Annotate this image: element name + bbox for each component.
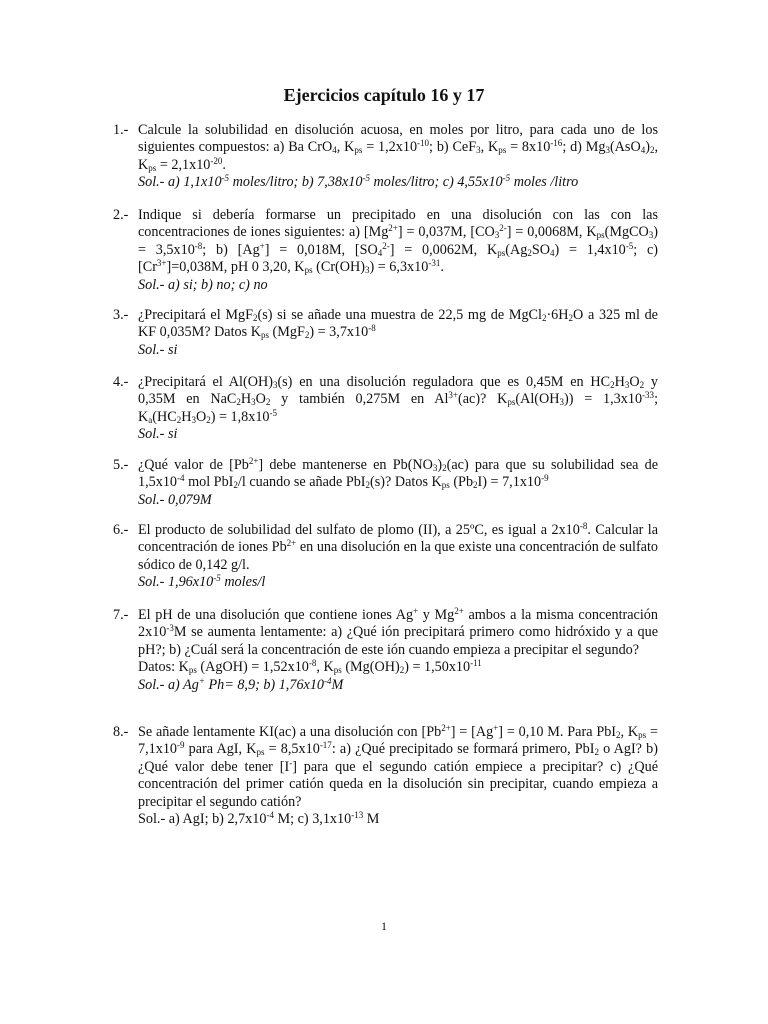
exercise-solution: Sol.- 0,079M xyxy=(138,491,212,508)
exercise-2 xyxy=(113,207,658,294)
exercise-data: Datos: $K_{ps}$ (AgOH) = $1,52x10^{-8}$, $K_{ps}$ $(Mg(OH)_2) = 1,50x10^{-11}$ xyxy=(138,658,482,676)
exercise-solution: Sol.- a) AgI; b) $2,7x10^{-4}$ M; c) $3,1x10^{-13}$ M xyxy=(138,810,380,828)
exercise-solution: Sol.- $1,96x10^{-5}$ moles/l xyxy=(138,573,266,591)
exercise-statement: ¿Precipitará el $Al(OH)_3(s)$ en una disolución reguladora que es 0,45M en $HC_2H_3O_2$ y 0,35M en $NaC_2H_3O_2$ y también 0,275M en $Al^{3+}(ac)$? $K_{ps}(Al(OH_3)) = 1,3x10^{-33}$; $K_a(HC_2H_3O_2) = 1,8x10^{-5}$ xyxy=(138,374,659,425)
exercise-solution: Sol.- a) Ag+ Ph= 8,9; b) $1,76x10^{-4}M$ xyxy=(138,675,344,693)
exercise-8 xyxy=(113,724,658,828)
exercise-number: 2.- xyxy=(113,207,129,223)
exercise-6 xyxy=(113,522,658,592)
exercise-number: 7.- xyxy=(113,607,129,623)
exercise-statement: ¿Qué valor de $[Pb^{2+}]$ debe mantenerse en $Pb(NO_3)_2(ac)$ para que su solubilidad sea de $1,5x10^{-4}$ mol PbI$_2$/l cuando se añade PbI$_2$(s)? Datos $K_{ps}$ $(Pb_2I) = 7,1x10^{-9}$ xyxy=(138,456,659,491)
exercise-statement: El pH de una disolución que contiene iones Ag+ y $Mg^{2+}$ ambos a la misma concentración $2x10^{-3}M$ se aumenta lentamente: a) ¿Qué ión precipitará primero como hidróxido y a que pH?; b) ¿Cuál será la concentración de este ión cuando empieza a precipitar el segundo? xyxy=(138,606,658,658)
exercise-statement: Se añade lentamente KI(ac) a una disolución con $[Pb^{2+}] = [Ag^+] = 0,10$ M. Para PbI$_2$, $K_{ps} = 7,1x10^{-9}$ para AgI, $K_{ps} = 8,5x10^{-17}$: a) ¿Qué precipitado se formará primero, PbI$_2$ o AgI? b) ¿Qué valor debe tener [I-] para que el segundo catión empiece a precipitar? c) ¿Qué concentración del primer catión queda en la disolución sin precipitar, cuando empieza a precipitar el segundo catión? xyxy=(138,723,658,810)
exercise-statement: ¿Precipitará el MgF$_2$(s) si se añade una muestra de 22,5 mg de $MgCl_2\cdot 6H_2O$ a 325 ml de KF 0,035M? Datos $K_{ps}$ $(MgF_2) = 3,7x10^{-8}$ xyxy=(138,307,658,341)
exercise-4 xyxy=(113,374,658,444)
exercise-3 xyxy=(113,307,658,359)
exercise-solution: Sol.- a) $1,1x10^{-5}$ moles/litro; b) $7,38x10^{-5}$ moles/litro; c) $4,55x10^{-5}$ moles /litro xyxy=(138,173,579,191)
exercise-statement: El producto de solubilidad del sulfato de plomo (II), a 25ºC, es igual a $2x10^{-8}$. Calcular la concentración de iones $Pb^{2+}$ en una disolución en la que existe una concentración de sulfato sódico de 0,142 g/l. xyxy=(138,521,659,573)
exercise-solution: Sol.- si xyxy=(138,341,178,358)
page-title: Ejercicios capítulo 16 y 17 xyxy=(283,85,485,105)
exercise-number: 6.- xyxy=(113,522,129,538)
exercise-solution: Sol.- si xyxy=(138,426,178,443)
exercise-number: 3.- xyxy=(113,307,129,323)
exercise-5 xyxy=(113,457,658,509)
exercise-statement: Indique si debería formarse un precipitado en una disolución con las con las concentraciones de iones siguientes: a) $[Mg^{2+}] = 0,037M$, $[CO_3^{2-}] = 0,0068M$, $K_{ps}(MgCO_3) = 3,5x10^{-8}$; b) [Ag+] = 0,018M, $[SO_4^{2-}] = 0,0062M$, $K_{ps}(Ag_2SO_4) = 1,4x10^{-5}$; c) $[Cr^{3+}]=0,038M$, pH 0 3,20, $K_{ps}$ $(Cr(OH)_3) = 6,3x10^{-31}$. xyxy=(138,207,659,276)
exercise-7 xyxy=(113,607,658,694)
exercise-statement: Calcule la solubilidad en disolución acuosa, en moles por litro, para cada uno de los siguientes compuestos: a) Ba CrO$_4$, $K_{ps} = 1,2x10^{-10}$; b) CeF$_3$, $K_{ps} = 8x10^{-16}$; d) $Mg_3(AsO_4)_2$, $K_{ps} = 2,1x10^{-20}$. xyxy=(138,122,658,173)
exercise-number: 4.- xyxy=(113,374,129,390)
exercise-number: 8.- xyxy=(113,724,129,740)
exercise-solution: Sol.- a) si; b) no; c) no xyxy=(138,276,268,293)
exercise-number: 1.- xyxy=(113,122,129,138)
exercise-1 xyxy=(113,122,658,192)
exercise-number: 5.- xyxy=(113,457,129,473)
page-number: 1 xyxy=(381,919,387,933)
